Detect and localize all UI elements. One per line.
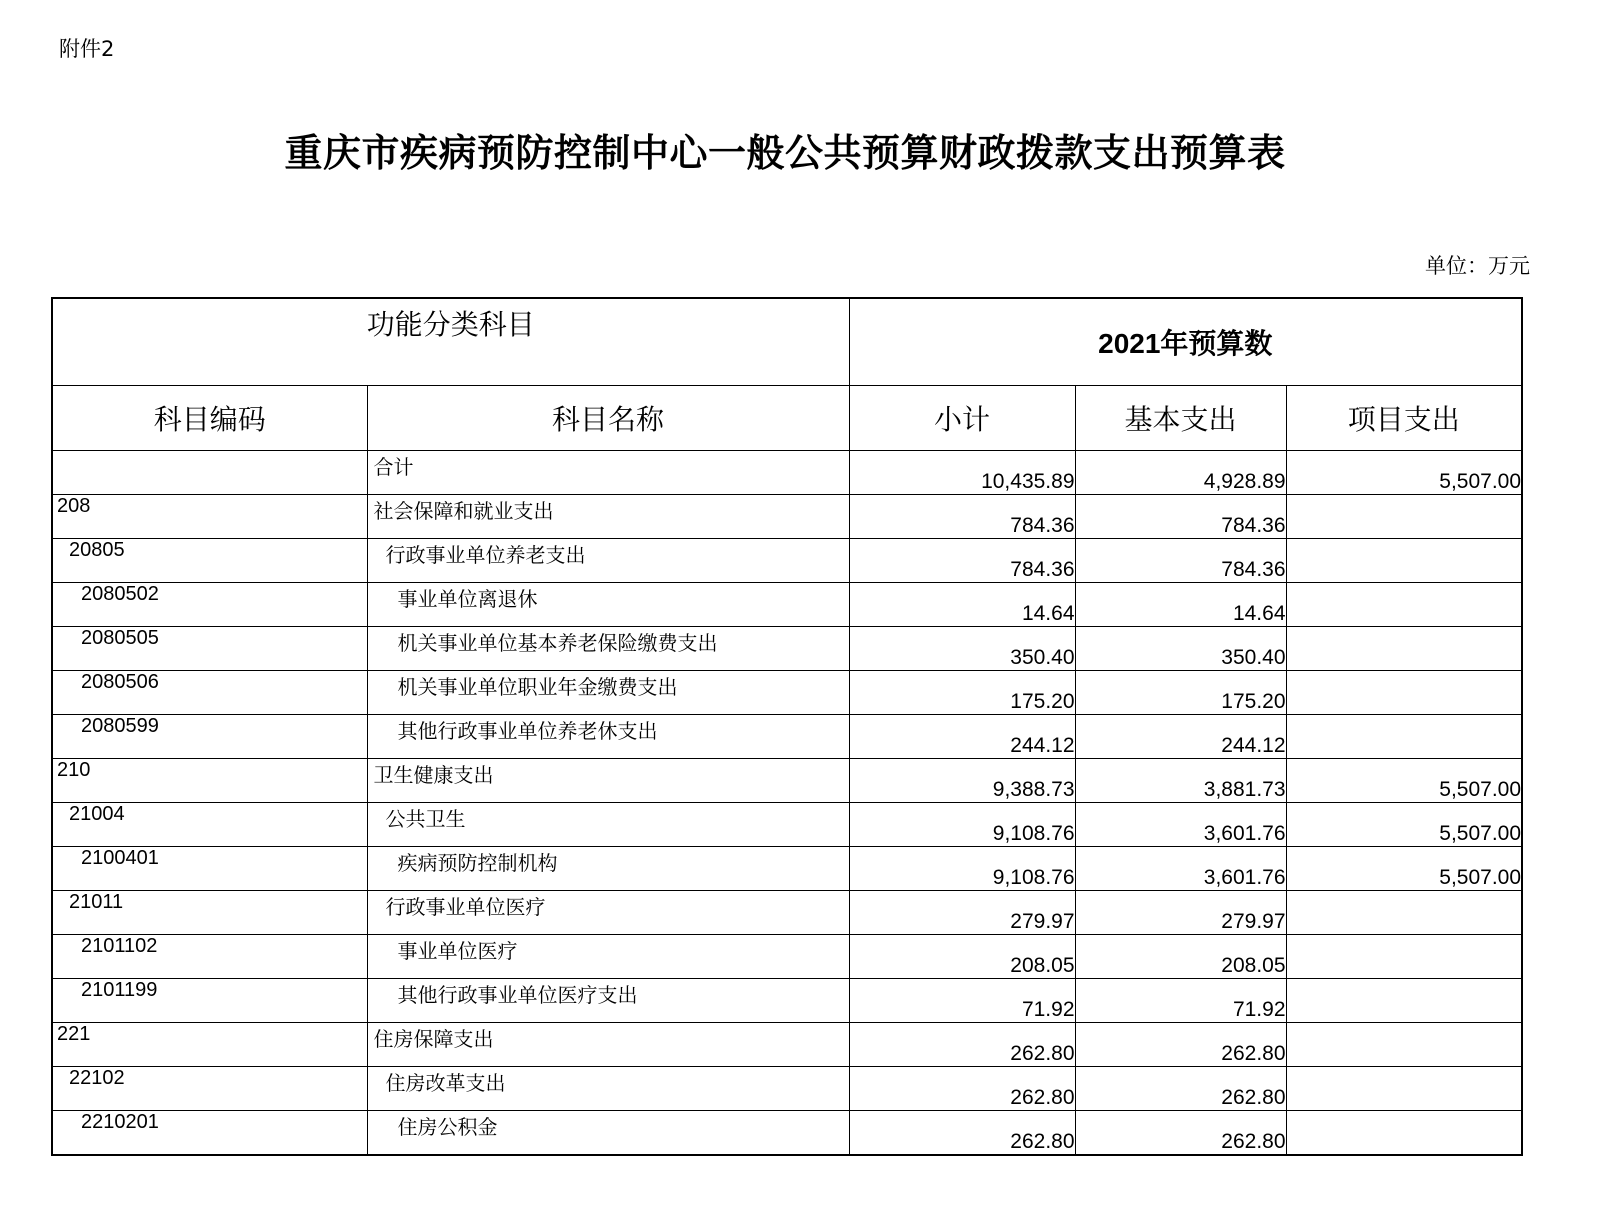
- row-name: 事业单位离退休: [367, 583, 849, 627]
- row-project: [1286, 715, 1522, 759]
- row-project: 5,507.00: [1286, 847, 1522, 891]
- row-basic: 175.20: [1075, 671, 1286, 715]
- row-basic: 71.92: [1075, 979, 1286, 1023]
- row-code: 208: [52, 495, 367, 539]
- table-row: [52, 451, 1522, 495]
- row-name: 住房改革支出: [367, 1067, 849, 1111]
- row-project: [1286, 495, 1522, 539]
- row-project: [1286, 1023, 1522, 1067]
- row-code: 2100401: [52, 847, 367, 891]
- column-header-code: 科目编码: [52, 386, 367, 451]
- table-row: [52, 847, 1522, 891]
- row-project: 5,507.00: [1286, 451, 1522, 495]
- row-basic: 208.05: [1075, 935, 1286, 979]
- table-row: [52, 1067, 1522, 1111]
- row-code: 2101199: [52, 979, 367, 1023]
- row-project: [1286, 1067, 1522, 1111]
- row-code: 2101102: [52, 935, 367, 979]
- row-project: [1286, 627, 1522, 671]
- row-code: 2080505: [52, 627, 367, 671]
- column-header-name: 科目名称: [367, 386, 849, 451]
- row-basic: 14.64: [1075, 583, 1286, 627]
- row-basic: 3,601.76: [1075, 803, 1286, 847]
- header-functional-category: 功能分类科目: [52, 298, 849, 386]
- table-row: [52, 671, 1522, 715]
- row-name: 行政事业单位医疗: [367, 891, 849, 935]
- row-subtotal: 9,388.73: [849, 759, 1075, 803]
- row-subtotal: 784.36: [849, 495, 1075, 539]
- row-project: [1286, 891, 1522, 935]
- row-name: 卫生健康支出: [367, 759, 849, 803]
- row-name: 住房保障支出: [367, 1023, 849, 1067]
- row-basic: 262.80: [1075, 1067, 1286, 1111]
- row-basic: 4,928.89: [1075, 451, 1286, 495]
- row-name: 其他行政事业单位养老休支出: [367, 715, 849, 759]
- row-code: 2080506: [52, 671, 367, 715]
- row-basic: 350.40: [1075, 627, 1286, 671]
- row-subtotal: 71.92: [849, 979, 1075, 1023]
- row-name: 疾病预防控制机构: [367, 847, 849, 891]
- table-row: [52, 627, 1522, 671]
- row-code: 22102: [52, 1067, 367, 1111]
- row-code: 21004: [52, 803, 367, 847]
- row-subtotal: 208.05: [849, 935, 1075, 979]
- table-row: [52, 759, 1522, 803]
- row-subtotal: 262.80: [849, 1067, 1075, 1111]
- row-name: 社会保障和就业支出: [367, 495, 849, 539]
- row-subtotal: 10,435.89: [849, 451, 1075, 495]
- row-project: [1286, 583, 1522, 627]
- row-code: [52, 451, 367, 495]
- row-subtotal: 784.36: [849, 539, 1075, 583]
- row-name: 事业单位医疗: [367, 935, 849, 979]
- table-row: [52, 935, 1522, 979]
- row-code: 221: [52, 1023, 367, 1067]
- row-name: 机关事业单位职业年金缴费支出: [367, 671, 849, 715]
- unit-label: 单位：万元: [1425, 254, 1530, 278]
- row-subtotal: 244.12: [849, 715, 1075, 759]
- row-project: [1286, 539, 1522, 583]
- row-project: [1286, 935, 1522, 979]
- row-code: 2210201: [52, 1111, 367, 1155]
- table-row: [52, 715, 1522, 759]
- row-subtotal: 9,108.76: [849, 847, 1075, 891]
- table-row: [52, 803, 1522, 847]
- row-project: [1286, 671, 1522, 715]
- table-body: [52, 451, 1522, 1155]
- table-row: [52, 1023, 1522, 1067]
- table-row: [52, 583, 1522, 627]
- row-basic: 244.12: [1075, 715, 1286, 759]
- row-basic: 784.36: [1075, 539, 1286, 583]
- row-subtotal: 279.97: [849, 891, 1075, 935]
- row-name: 住房公积金: [367, 1111, 849, 1155]
- column-header-basic: 基本支出: [1075, 386, 1286, 451]
- row-name: 其他行政事业单位医疗支出: [367, 979, 849, 1023]
- row-code: 20805: [52, 539, 367, 583]
- row-code: 2080599: [52, 715, 367, 759]
- column-header-subtotal: 小计: [849, 386, 1075, 451]
- row-name: 机关事业单位基本养老保险缴费支出: [367, 627, 849, 671]
- row-subtotal: 175.20: [849, 671, 1075, 715]
- budget-table: [51, 297, 1523, 1156]
- row-subtotal: 262.80: [849, 1111, 1075, 1155]
- table-row: [52, 539, 1522, 583]
- column-header-project: 项目支出: [1286, 386, 1522, 451]
- document-title: 重庆市疾病预防控制中心一般公共预算财政拨款支出预算表: [284, 131, 1286, 175]
- attachment-label: 附件2: [59, 37, 115, 61]
- row-name: 合计: [367, 451, 849, 495]
- row-project: [1286, 1111, 1522, 1155]
- table-row: [52, 979, 1522, 1023]
- row-basic: 784.36: [1075, 495, 1286, 539]
- header-budget-year: 2021年预算数: [849, 298, 1522, 386]
- row-name: 行政事业单位养老支出: [367, 539, 849, 583]
- row-subtotal: 262.80: [849, 1023, 1075, 1067]
- row-project: 5,507.00: [1286, 803, 1522, 847]
- row-subtotal: 9,108.76: [849, 803, 1075, 847]
- row-basic: 3,601.76: [1075, 847, 1286, 891]
- row-basic: 262.80: [1075, 1023, 1286, 1067]
- table-row: [52, 891, 1522, 935]
- table-row: [52, 495, 1522, 539]
- row-name: 公共卫生: [367, 803, 849, 847]
- row-code: 210: [52, 759, 367, 803]
- row-project: [1286, 979, 1522, 1023]
- row-basic: 3,881.73: [1075, 759, 1286, 803]
- row-code: 21011: [52, 891, 367, 935]
- row-code: 2080502: [52, 583, 367, 627]
- row-basic: 279.97: [1075, 891, 1286, 935]
- row-basic: 262.80: [1075, 1111, 1286, 1155]
- row-project: 5,507.00: [1286, 759, 1522, 803]
- row-subtotal: 14.64: [849, 583, 1075, 627]
- row-subtotal: 350.40: [849, 627, 1075, 671]
- table-row: [52, 1111, 1522, 1155]
